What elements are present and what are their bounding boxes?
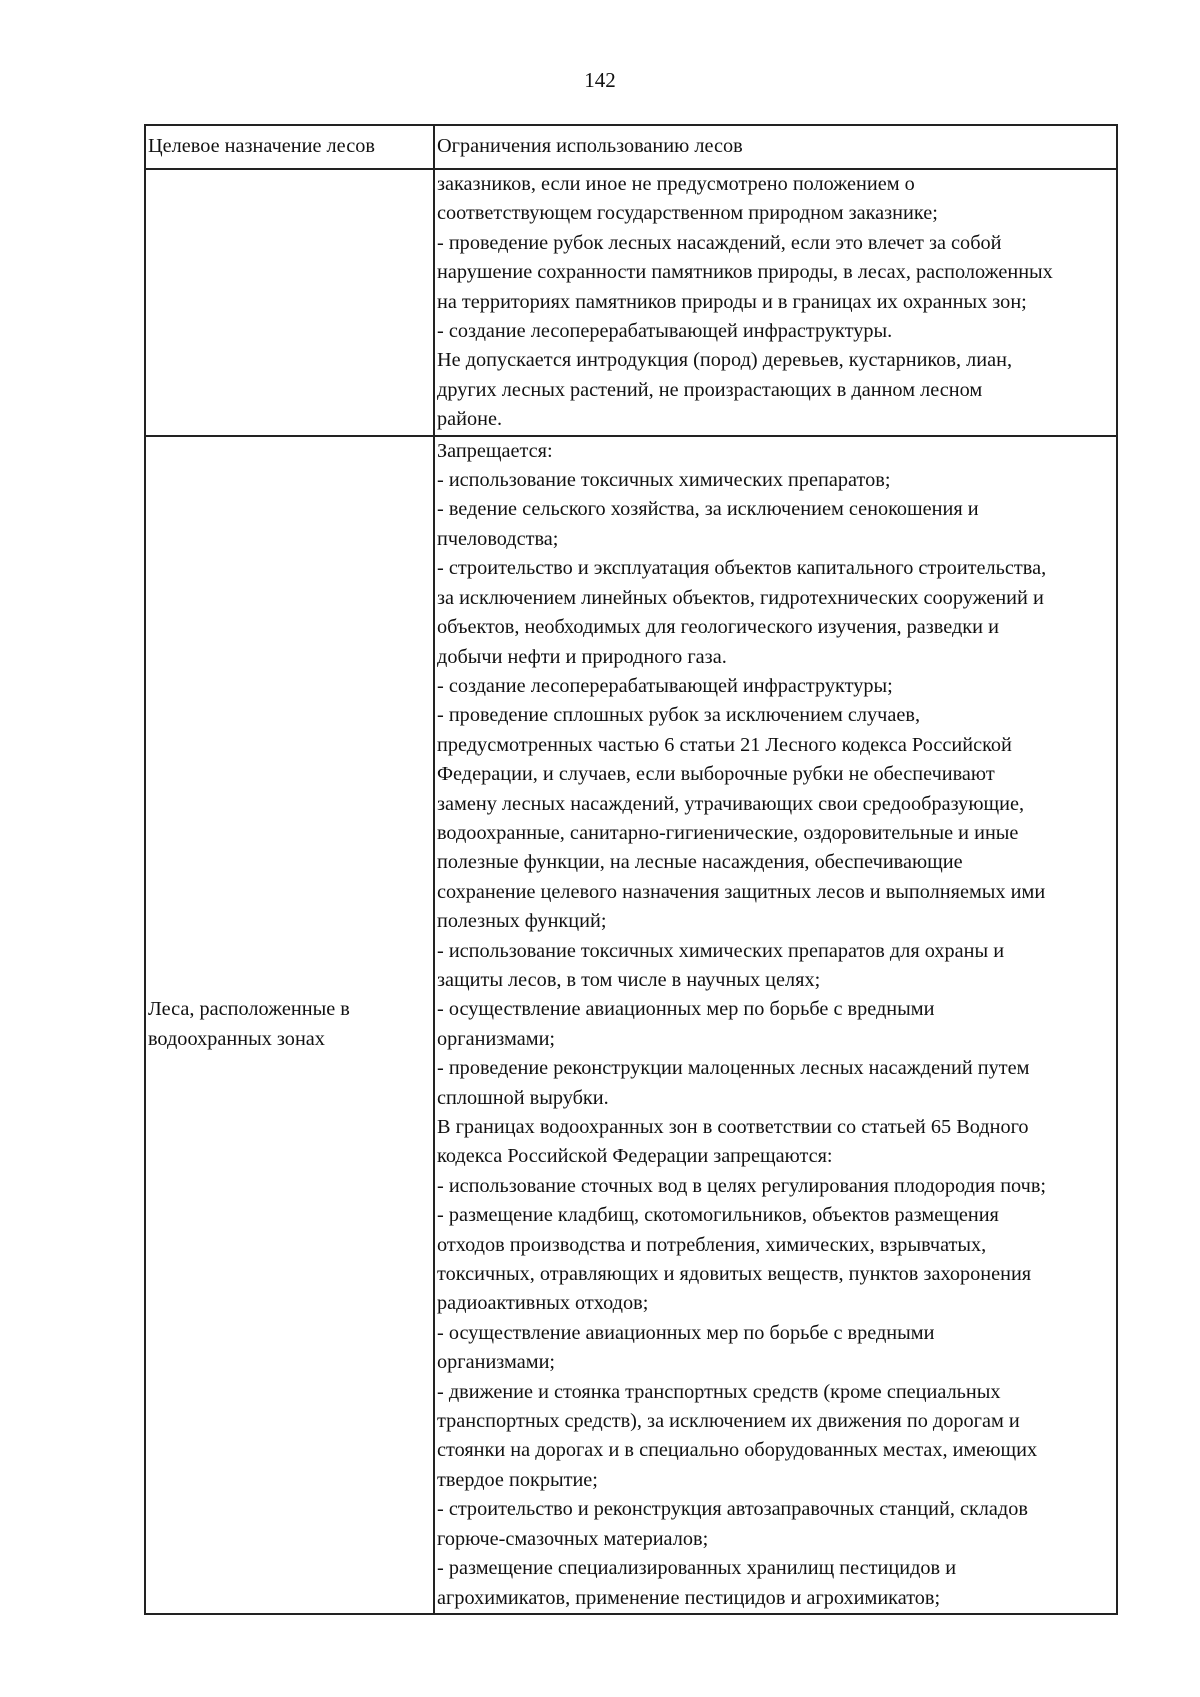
text-line: - осуществление авиационных мер по борьбе с вредными [437,1321,935,1344]
text-line: - проведение рубок лесных насаждений, если это влечет за собой [437,231,1002,254]
text-line: сохранение целевого назначения защитных лесов и выполняемых ими [437,880,1046,903]
text-line: пчеловодства; [437,527,559,550]
text-line: - строительство и эксплуатация объектов капитального строительства, [437,557,1047,580]
text-line: твердое покрытие; [437,1468,598,1491]
text-line: - строительство и реконструкция автозаправочных станций, складов [437,1498,1028,1521]
text-line: стоянки на дорогах и в специально оборудованных местах, имеющих [437,1439,1038,1462]
text-line: других лесных растений, не произрастающих в данном лесном [437,378,983,401]
text-line: районе. [437,408,503,431]
text-line: - использование сточных вод в целях регулирования плодородия почв; [437,1174,1047,1197]
forest-purpose-line: водоохранных зонах [148,1027,325,1050]
text-line: - размещение кладбищ, скотомогильников, объектов размещения [437,1204,999,1227]
text-line: Не допускается интродукция (пород) деревьев, кустарников, лиан, [437,349,1013,372]
text-line: В границах водоохранных зон в соответствии со статьей 65 Водного [437,1116,1029,1138]
text-line: полезные функции, на лесные насаждения, обеспечивающие [437,851,963,874]
text-line: транспортных средств), за исключением их движения по дорогам и [437,1410,1020,1433]
table-row [145,436,1117,1614]
text-line: агрохимикатов, применение пестицидов и агрохимикатов; [437,1586,941,1609]
header-forest-purpose: Целевое назначение лесов [145,125,434,169]
text-line: - использование токсичных химических препаратов; [437,469,891,492]
text-line: водоохранные, санитарно-гигиенические, оздоровительные и иные [437,821,1019,844]
text-line: добычи нефти и природного газа. [437,645,727,668]
forest-purpose-cell [145,169,434,436]
forest-purpose-line: Леса, расположенные в [148,998,350,1021]
page-number: 142 [584,68,616,92]
text-line: полезных функций; [437,910,607,933]
text-line: организмами; [437,1027,556,1050]
text-line: - проведение сплошных рубок за исключением случаев, [437,704,921,727]
text-line: - движение и стоянка транспортных средств (кроме специальных [437,1380,1001,1403]
text-line: нарушение сохранности памятников природы, в лесах, расположенных [437,261,1053,284]
restrictions-cell [434,436,1117,1614]
text-line: предусмотренных частью 6 статьи 21 Лесного кодекса Российской [437,733,1012,756]
text-line: - ведение сельского хозяйства, за исключением сенокошения и [437,498,979,521]
table-header-row [145,125,1117,169]
text-line: организмами; [437,1351,556,1374]
text-line: - проведение реконструкции малоценных лесных насаждений путем [437,1057,1030,1080]
text-line: - осуществление авиационных мер по борьбе с вредными [437,998,935,1021]
text-line: соответствующем государственном природном заказнике; [437,202,938,225]
text-line: Запрещается: [437,439,553,462]
text-line: - использование токсичных химических препаратов для охраны и [437,939,1005,962]
forest-purpose-cell [145,436,434,1614]
text-line: токсичных, отравляющих и ядовитых веществ, пунктов захоронения [437,1263,1032,1286]
text-line: радиоактивных отходов; [437,1292,649,1315]
text-line: - создание лесоперерабатывающей инфраструктуры; [437,674,893,697]
text-line: сплошной вырубки. [437,1086,609,1109]
text-line: объектов, необходимых для геологического изучения, разведки и [437,616,999,639]
table-row [145,169,1117,436]
text-line: кодекса Российской Федерации запрещаются: [437,1145,833,1168]
text-line: - размещение специализированных хранилищ пестицидов и [437,1557,957,1580]
text-line: - создание лесоперерабатывающей инфраструктуры. [437,320,893,343]
text-line: заказников, если иное не предусмотрено положением о [437,173,915,195]
text-line: отходов производства и потребления, химических, взрывчатых, [437,1233,987,1256]
restrictions-table [144,124,1118,1615]
text-line: замену лесных насаждений, утрачивающих свои средообразующие, [437,792,1025,815]
header-usage-restrictions: Ограничения использованию лесов [434,125,1117,169]
text-line: горюче-смазочных материалов; [437,1527,709,1550]
text-line: на территориях памятников природы и в границах их охранных зон; [437,290,1027,313]
text-line: Федерации, и случаев, если выборочные рубки не обеспечивают [437,763,995,786]
restrictions-cell [434,169,1117,436]
text-line: защиты лесов, в том числе в научных целях; [437,968,821,991]
text-line: за исключением линейных объектов, гидротехнических сооружений и [437,586,1044,609]
